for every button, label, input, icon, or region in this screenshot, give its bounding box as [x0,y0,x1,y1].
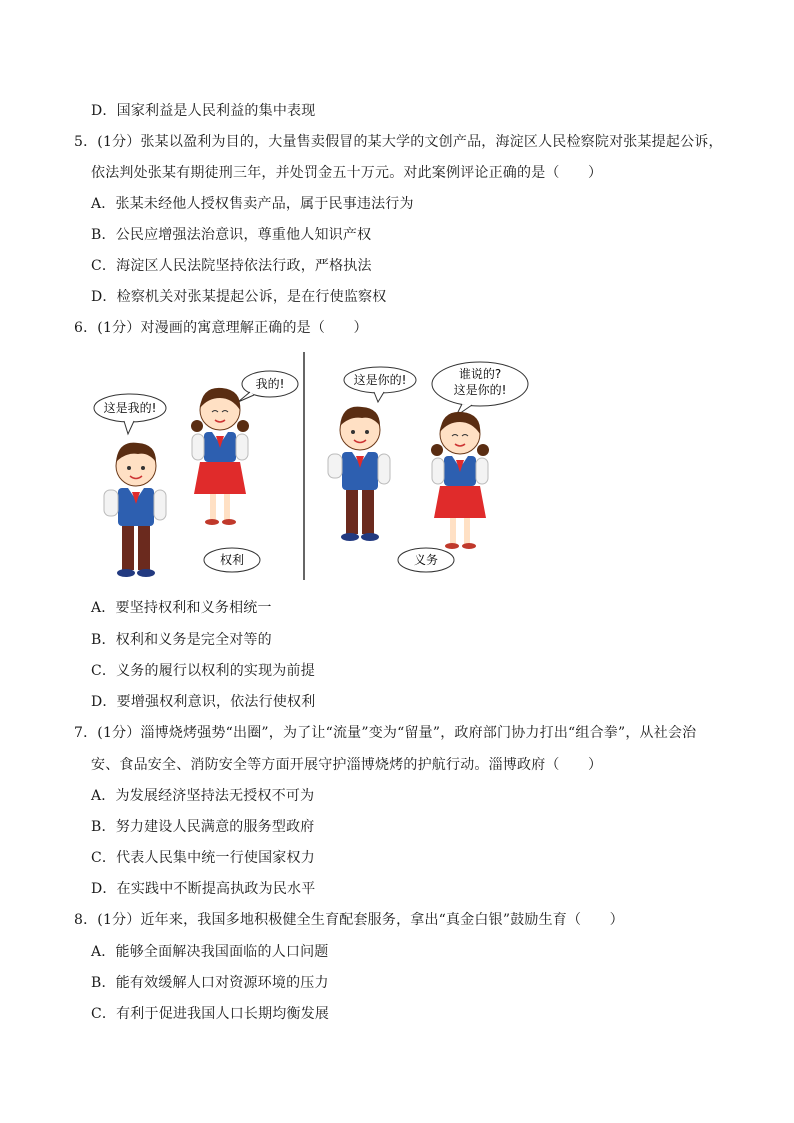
left-boy-bubble-text: 这是我的! [103,401,157,415]
left-girl-speech-bubble [238,371,298,402]
left-label-text: 权利 [219,553,245,567]
q7-option-b: B．努力建设人民满意的服务型政府 [91,819,315,835]
q8-option-a: A．能够全面解决我国面临的人口问题 [91,944,329,960]
right-label-text: 义务 [413,553,439,567]
right-boy-bubble-text: 这是你的! [353,373,407,387]
q5-option-a: A．张某未经他人授权售卖产品，属于民事违法行为 [91,196,414,212]
cartoon-figure [84,348,544,584]
left-girl-bubble-text: 我的! [255,377,285,391]
q7-stem-line2: 安、食品安全、消防安全等方面开展守护淄博烧烤的护航行动。淄博政府（ ） [91,757,603,773]
q6-stem: 6．(1分）对漫画的寓意理解正确的是（ ） [74,320,368,336]
q6-option-a: A．要坚持权利和义务相统一 [91,600,272,616]
right-boy-figure [328,407,390,541]
q7-option-a: A．为发展经济坚持法无授权不可为 [91,788,315,804]
right-girl-bubble-text-2: 这是你的! [453,383,507,397]
q7-option-d: D．在实践中不断提高执政为民水平 [91,881,316,897]
q5-stem-line1: 5．(1分）张某以盈利为目的，大量售卖假冒的某大学的文创产品，海淀区人民检察院对张某提起公诉， [74,134,723,150]
q6-option-d: D．要增强权利意识，依法行使权利 [91,694,316,710]
right-girl-bubble-text-1: 谁说的? [458,367,502,381]
right-label-duties [398,548,454,572]
q7-option-c: C．代表人民集中统一行使国家权力 [91,850,315,866]
right-girl-figure [431,412,489,549]
q7-stem-line1: 7．(1分）淄博烧烤强势“出圈”，为了让“流量”变为“留量”，政府部门协力打出“组合拳”，从社会治 [74,725,697,741]
right-boy-speech-bubble [344,367,416,402]
q8-option-b: B．能有效缓解人口对资源环境的压力 [91,975,329,991]
q6-option-c: C．义务的履行以权利的实现为前提 [91,663,315,679]
q8-stem: 8．(1分）近年来，我国多地积极健全生育配套服务，拿出“真金白银”鼓励生育（ ） [74,912,624,928]
q5-option-c: C．海淀区人民法院坚持依法行政，严格执法 [91,258,372,274]
q5-option-b: B．公民应增强法治意识，尊重他人知识产权 [91,227,372,243]
q4-option-d: D．国家利益是人民利益的集中表现 [91,103,316,119]
left-boy-speech-bubble [94,394,166,434]
right-girl-speech-bubble [432,362,528,416]
q5-option-d: D．检察机关对张某提起公诉，是在行使监察权 [91,289,387,305]
left-girl-figure [191,388,249,525]
left-label-rights [204,548,260,572]
left-boy-figure [104,443,166,577]
q6-option-b: B．权利和义务是完全对等的 [91,632,272,648]
q5-stem-line2: 依法判处张某有期徒刑三年，并处罚金五十万元。对此案例评论正确的是（ ） [91,165,603,181]
q8-option-c: C．有利于促进我国人口长期均衡发展 [91,1006,330,1022]
